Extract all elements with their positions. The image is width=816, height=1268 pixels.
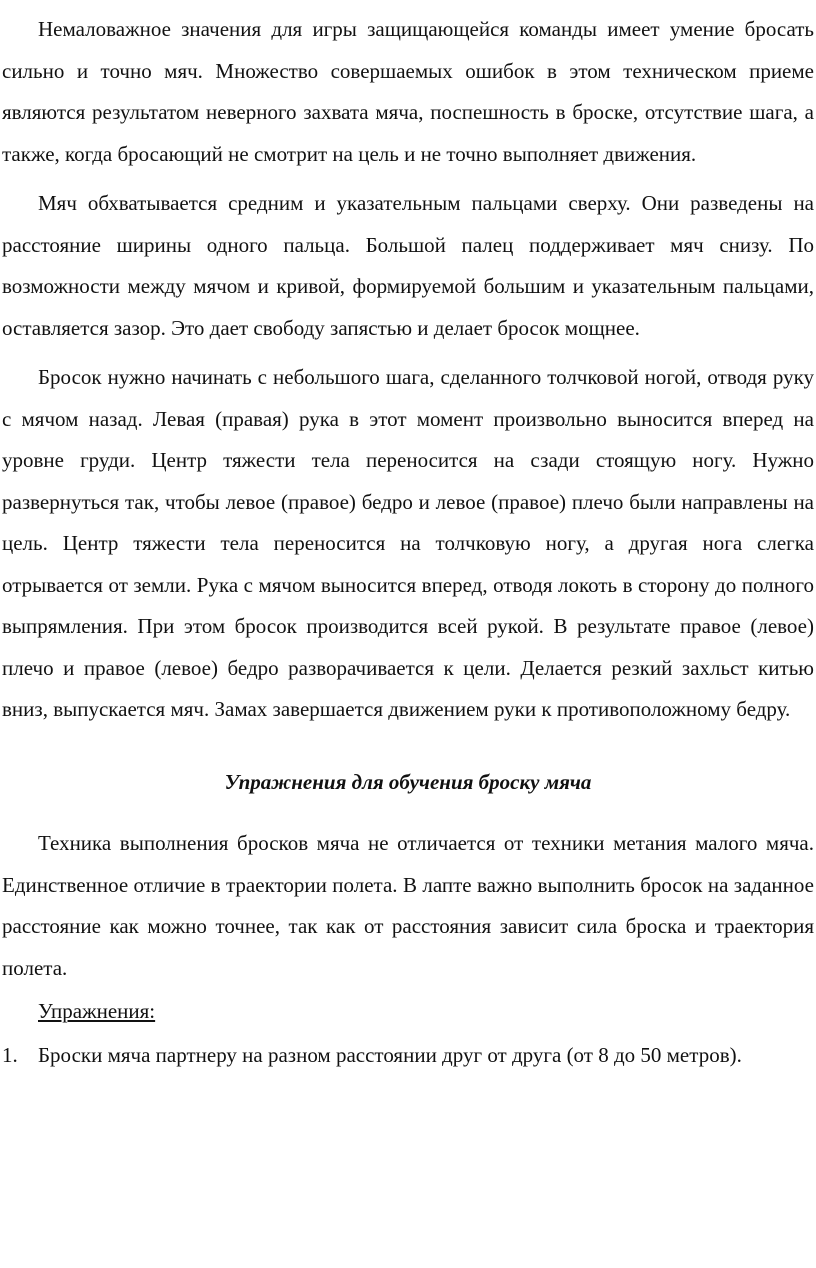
list-item-number: 1. [2,1042,18,1067]
exercise-list [2,1035,816,1077]
paragraph-grip-importance: Немаловажное значения для игры защищающейся команды имеет умение бросать сильно и точно мяч. Множество совершаемых ошибок в этом техническом приеме являются результатом неверного захвата мяча, поспешность в броске, отсутствие шага, а также, когда бросающий не смотрит на цель и не точно выполняет движения. [2,17,814,166]
paragraph-throw-technique: Бросок нужно начинать с небольшого шага, сделанного толчковой ногой, отводя руку с мячом назад. Левая (правая) рука в этот момент произвольно выносится вперед на уровне груди. Центр тяжести тела переносится на сзади стоящую ногу. Нужно развернуться так, чтобы левое (правое) бедро и левое (правое) плечо были направлены на цель. Центр тяжести тела переносится на толчковую ногу, а другая нога слегка отрывается от земли. Рука с мячом выносится вперед, отводя локоть в сторону до полного выпрямления. При этом бросок производится всей рукой. В результате правое (левое) плечо и правое (левое) бедро разворачивается к цели. Делается резкий захльст китью вниз, выпускается мяч. Замах завершается движением руки к противоположному бедру. [2,365,814,721]
paragraph-section-intro: Техника выполнения бросков мяча не отличается от техники метания малого мяча. Единственное отличие в траектории полета. В лапте важно выполнить бросок на заданное расстояние как можно точнее, так как от расстояния зависит сила броска и траектория полета. [2,831,814,980]
exercises-label [2,991,816,1033]
list-item-text: Броски мяча партнеру на разном расстоянии друг от друга (от 8 до 50 метров). [38,1042,742,1067]
list-item [2,1035,778,1077]
exercises-label-text: Упражнения: [38,999,156,1023]
section-heading: Упражнения для обучения броску мяча [224,769,592,794]
paragraph-ball-grip: Мяч обхватывается средним и указательным пальцами сверху. Они разведены на расстояние ширины одного пальца. Большой палец поддерживает мяч снизу. По возможности между мячом и кривой, формируемой большим и указательным пальцами, оставляется зазор. Это дает свободу запястью и делает бросок мощнее. [2,191,814,340]
